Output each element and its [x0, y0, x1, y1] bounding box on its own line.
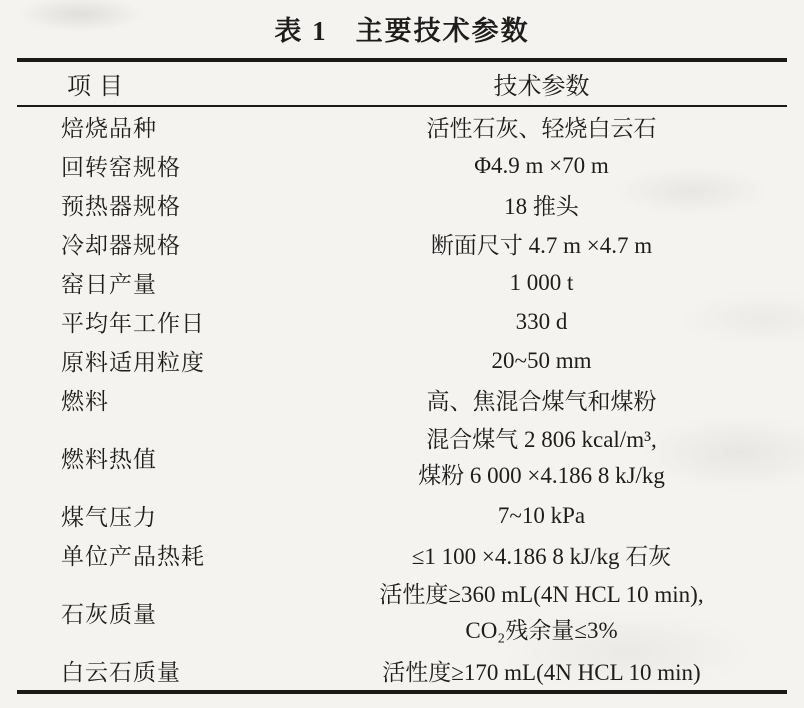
- header-row: [17, 60, 787, 106]
- row-value-line-2: 煤粉 6 000 ×4.186 8 kJ/kg: [418, 462, 665, 488]
- row-item: 预热器规格: [61, 194, 181, 219]
- row-value: [296, 419, 787, 496]
- row-value: Φ4.9 m ×70 m: [474, 152, 609, 178]
- table-row: [17, 380, 787, 419]
- table-row: [17, 341, 787, 380]
- row-value: 高、焦混合煤气和煤粉: [426, 389, 657, 414]
- row-value: [296, 574, 787, 651]
- row-value: 断面尺寸 4.7 m ×4.7 m: [430, 233, 653, 258]
- technical-parameters-table: [17, 58, 787, 694]
- row-value: 活性石灰、轻烧白云石: [426, 116, 657, 141]
- row-value: ≤1 100 ×4.186 8 kJ/kg 石灰: [411, 544, 672, 569]
- row-item: 煤气压力: [61, 505, 157, 530]
- row-value: 18 推头: [504, 194, 579, 219]
- table-row: [17, 419, 787, 496]
- row-item: 单位产品热耗: [61, 544, 205, 569]
- header-item-column: 项 目: [17, 60, 296, 106]
- row-item: 燃料: [61, 389, 109, 414]
- row-value: 20~50 mm: [491, 347, 592, 373]
- row-item: 焙烧品种: [61, 116, 157, 141]
- table-row: [17, 106, 787, 146]
- table-row: [17, 574, 787, 651]
- row-value: 活性度≥170 mL(4N HCL 10 min): [382, 660, 701, 685]
- row-item: 窑日产量: [61, 272, 157, 297]
- table-row: [17, 146, 787, 185]
- row-item: 白云石质量: [61, 660, 181, 685]
- table-row: [17, 185, 787, 224]
- row-value: 330 d: [515, 308, 568, 334]
- row-item: 冷却器规格: [61, 233, 181, 258]
- table-row: [17, 651, 787, 692]
- table-row: [17, 224, 787, 263]
- row-value: 1 000 t: [509, 269, 574, 295]
- row-value-line-2: CO₂残余量≤3%: [465, 617, 618, 643]
- table-title: [0, 12, 804, 50]
- row-item: 平均年工作日: [61, 311, 205, 336]
- row-value: 7~10 kPa: [497, 502, 586, 528]
- table-row: [17, 496, 787, 535]
- table-row: [17, 302, 787, 341]
- row-item: 原料适用粒度: [61, 350, 205, 375]
- header-value-column: 技术参数: [296, 60, 787, 106]
- table-number: 表 1: [274, 16, 328, 46]
- row-item: 燃料热值: [61, 447, 157, 472]
- row-value-line-1: 混合煤气 2 806 kcal/m³,: [426, 426, 657, 452]
- row-value-line-1: 活性度≥360 mL(4N HCL 10 min),: [379, 581, 704, 607]
- row-item: 回转窑规格: [61, 155, 181, 180]
- table-row: [17, 263, 787, 302]
- row-item: 石灰质量: [61, 602, 157, 627]
- table-row: [17, 535, 787, 574]
- table-title-text: 主要技术参数: [355, 16, 530, 46]
